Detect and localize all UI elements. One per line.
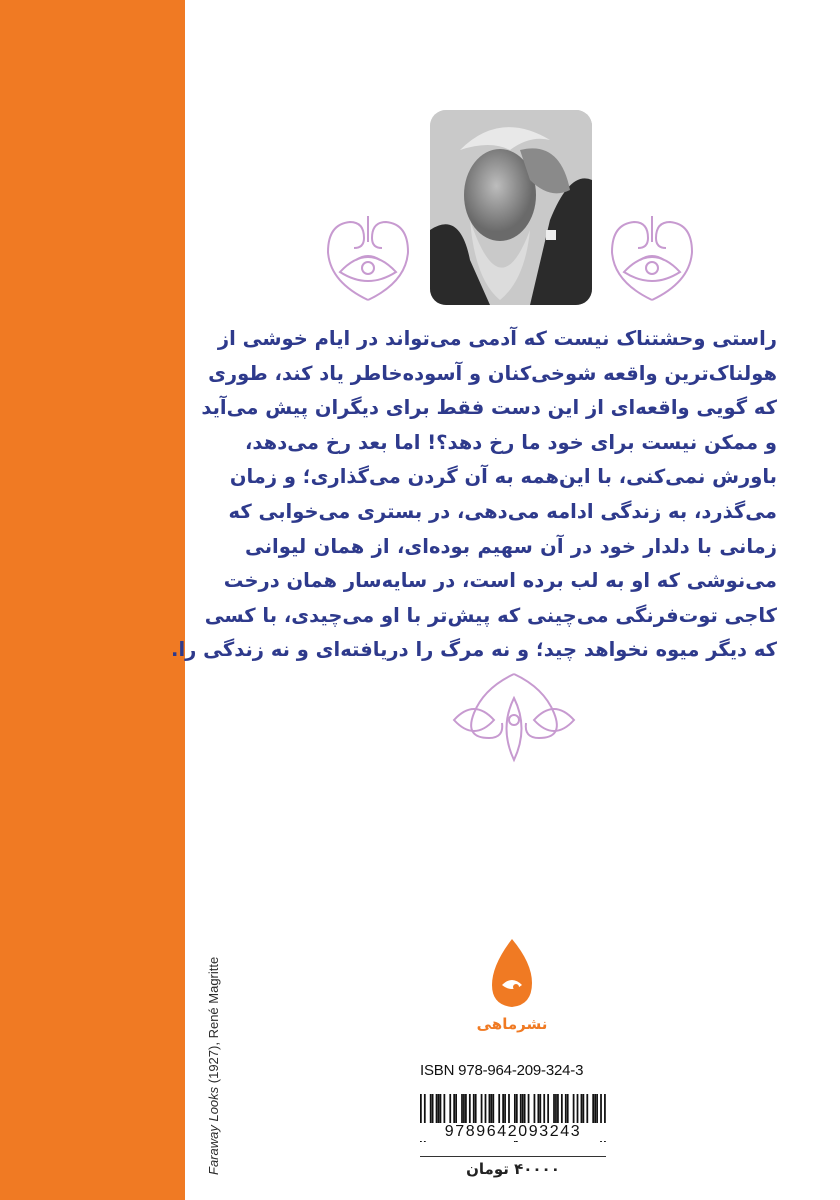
price: ۴۰۰۰۰ تومان <box>466 1160 560 1178</box>
publisher-logo <box>472 935 552 1035</box>
orange-spine <box>0 0 185 1200</box>
artwork-year-artist: (1927), René Magritte <box>206 956 221 1087</box>
publisher-logo-text: نشرماهی <box>476 1015 548 1033</box>
author-portrait <box>430 110 592 305</box>
blurb-line: که گویی واقعه‌ای از این دست فقط برای دیگران پیش می‌آید <box>201 396 777 420</box>
blurb-line: می‌نوشی که او به لب برده است، در سایه‌سار همان درخت <box>223 569 777 593</box>
blurb-line: هولناک‌ترین واقعه شوخی‌کنان و آسوده‌خاطر یاد کند، طوری <box>208 361 777 385</box>
price-divider <box>420 1156 606 1157</box>
blurb-line: راستی وحشتناک نیست که آدمی می‌تواند در ایام خوشی از <box>217 327 777 350</box>
blurb-line: و ممکن نیست برای خود ما رخ دهد؟! اما بعد رخ می‌دهد، <box>245 430 777 454</box>
blurb-line: می‌گذرد، به زندگی ادامه می‌دهی، در بستری می‌خوابی که <box>228 499 777 523</box>
isbn-label: ISBN 978-964-209-324-3 <box>420 1062 584 1079</box>
blurb-line: زمانی با دلدار خود در آن سهیم بوده‌ای، از همان لیوانی <box>245 534 777 558</box>
blurb-line: کاجی توت‌فرنگی می‌چینی که پیش‌تر با او می‌چیدی، با کسی <box>204 603 777 627</box>
barcode <box>420 1080 606 1156</box>
blurb-line: باورش نمی‌کنی، با این‌همه به آن گردن می‌گذاری؛ و زمان <box>229 465 777 489</box>
blurb-line: که دیگر میوه نخواهد چید؛ و نه مرگ را دریافته‌ای و نه زندگی را. <box>171 638 777 662</box>
artwork-title: Faraway Looks <box>206 1086 221 1175</box>
barcode-digits: 9789642093243 <box>420 1123 606 1141</box>
ornament-left <box>320 212 416 304</box>
ornament-right <box>604 212 700 304</box>
back-cover-blurb <box>171 322 777 668</box>
ornament-center <box>444 668 584 768</box>
